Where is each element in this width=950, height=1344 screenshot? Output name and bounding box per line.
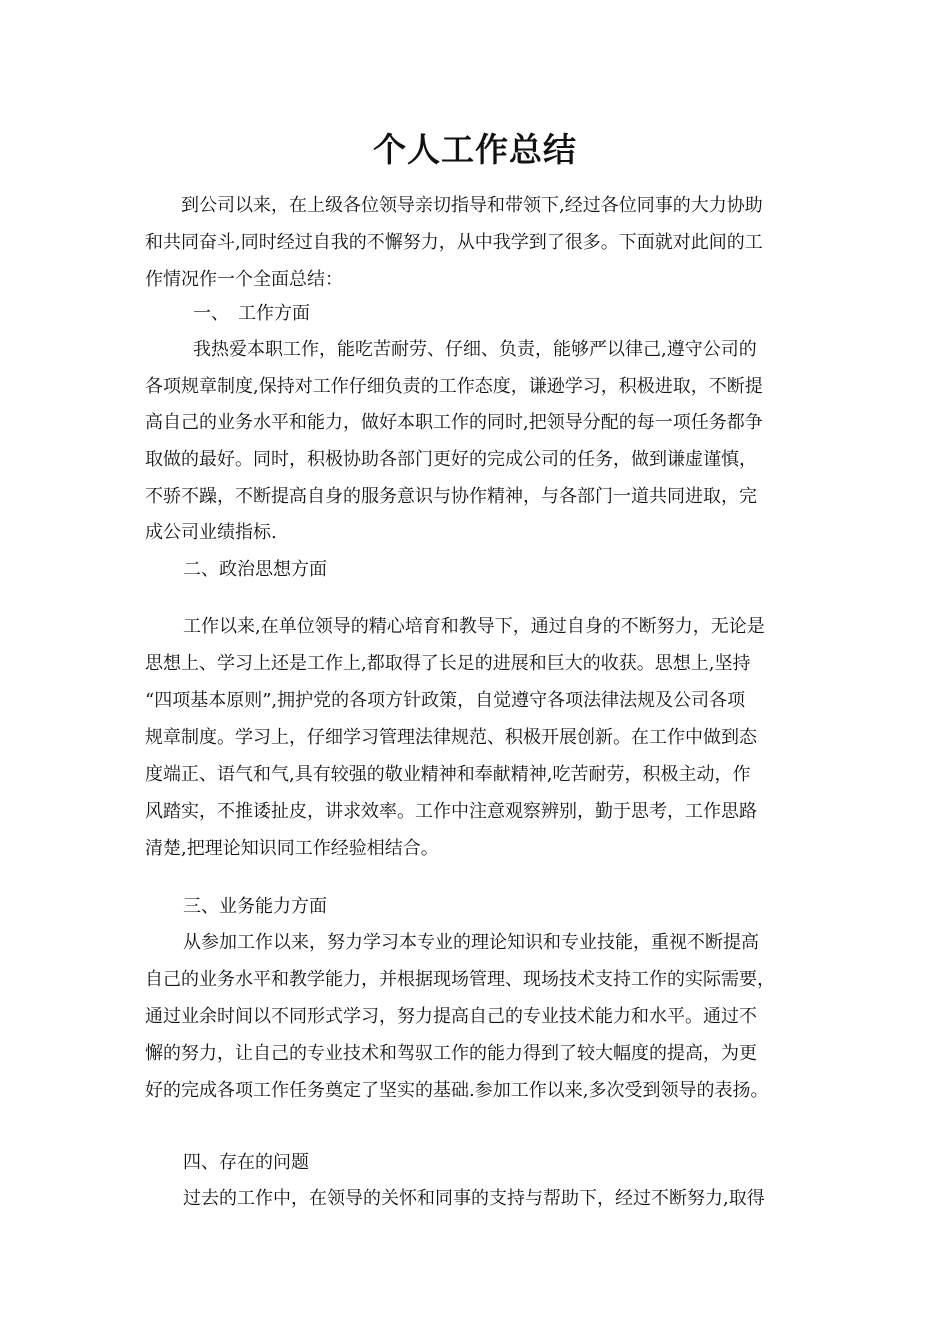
paragraph-line: 度端正、语气和气,具有较强的敬业精神和奉献精神,吃苦耐劳，积极主动，作 <box>145 764 751 785</box>
paragraph-line: 风踏实，不推诿扯皮，讲求效率。工作中注意观察辨别，勤于思考，工作思路 <box>145 801 757 822</box>
paragraph-line: “四项基本原则”,拥护党的各项方针政策，自觉遵守各项法律法规及公司各项 <box>145 690 746 711</box>
section-heading-work: 一、 工作方面 <box>193 303 310 324</box>
section-heading-problems: 四、存在的问题 <box>183 1152 309 1173</box>
paragraph-line: 各项规章制度,保持对工作仔细负责的工作态度，谦逊学习，积极进取，不断提 <box>145 376 763 397</box>
paragraph-line: 成公司业绩指标. <box>145 522 277 543</box>
paragraph-line: 思想上、学习上还是工作上,都取得了长足的进展和巨大的收获。思想上,坚持 <box>145 653 751 674</box>
intro-line: 到公司以来，在上级各位领导亲切指导和带领下,经过各位同事的大力协助 <box>181 195 763 216</box>
paragraph-line: 高自己的业务水平和能力，做好本职工作的同时,把领导分配的每一项任务都争 <box>145 412 763 433</box>
paragraph-line: 通过业余时间以不同形式学习，努力提高自己的专业技术能力和水平。通过不 <box>145 1006 757 1027</box>
intro-line: 和共同奋斗,同时经过自我的不懈努力，从中我学到了很多。下面就对此间的工 <box>145 232 763 253</box>
intro-line: 作情况作一个全面总结： <box>145 269 343 290</box>
paragraph-line: 我热爱本职工作，能吃苦耐劳、仔细、负责，能够严以律己,遵守公司的 <box>193 339 757 360</box>
paragraph-line: 好的完成各项工作任务奠定了坚实的基础.参加工作以来,多次受到领导的表扬。 <box>145 1080 769 1101</box>
document-title: 个人工作总结 <box>373 130 577 169</box>
paragraph-line: 清楚,把理论知识同工作经验相结合。 <box>145 838 439 859</box>
paragraph-line: 自己的业务水平和教学能力，并根据现场管理、现场技术支持工作的实际需要， <box>145 969 775 990</box>
paragraph-line: 工作以来,在单位领导的精心培育和教导下，通过自身的不断努力，无论是 <box>183 616 765 637</box>
paragraph-line: 过去的工作中，在领导的关怀和同事的支持与帮助下，经过不断努力,取得 <box>183 1188 765 1209</box>
paragraph-line: 懈的努力，让自己的专业技术和驾驭工作的能力得到了较大幅度的提高，为更 <box>145 1043 757 1064</box>
paragraph-line: 从参加工作以来，努力学习本专业的理论知识和专业技能，重视不断提高 <box>183 932 759 953</box>
paragraph-line: 不骄不躁，不断提高自身的服务意识与协作精神，与各部门一道共同进取，完 <box>145 486 757 507</box>
section-heading-ability: 三、业务能力方面 <box>183 896 327 917</box>
paragraph-line: 取做的最好。同时，积极协助各部门更好的完成公司的任务，做到谦虚谨慎， <box>145 449 757 470</box>
paragraph-line: 规章制度。学习上，仔细学习管理法律规范、积极开展创新。在工作中做到态 <box>145 727 757 748</box>
section-heading-politics: 二、政治思想方面 <box>183 559 327 580</box>
